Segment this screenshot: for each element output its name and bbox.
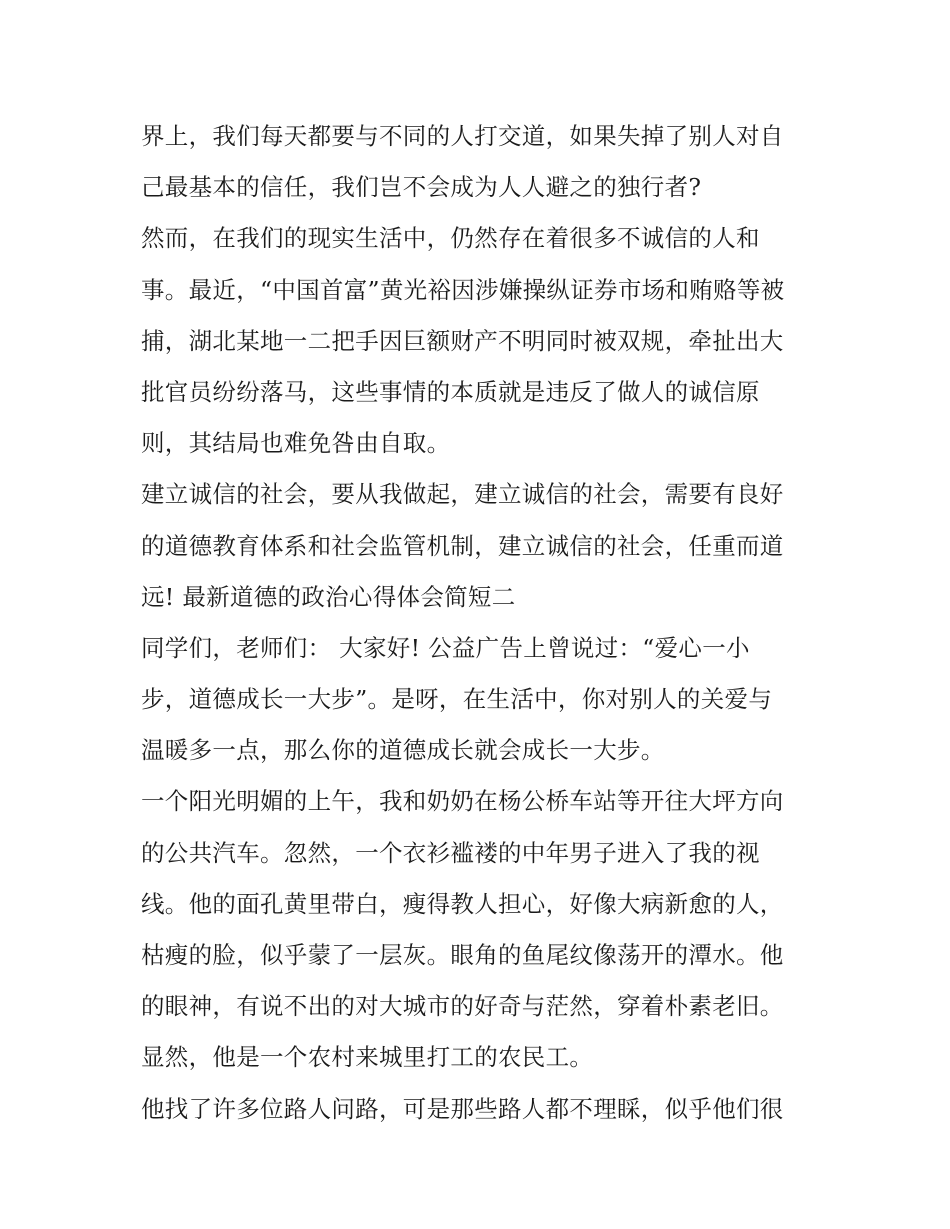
- text-line: 己最基本的信任，我们岂不会成为人人避之的独行者?: [141, 173, 702, 202]
- text-line: 然而，在我们的现实生活中，仍然存在着很多不诚信的人和: [141, 224, 760, 253]
- text-line: 他找了许多位路人问路，可是那些路人都不理睬，似乎他们很: [141, 1094, 784, 1123]
- text-line: 界上，我们每天都要与不同的人打交道，如果失掉了别人对自: [141, 122, 784, 150]
- text-line: 远! 最新道德的政治心得体会简短二: [141, 582, 516, 611]
- text-line: 线。他的面孔黄里带白，瘦得教人担心，好像大病新愈的人，: [141, 889, 784, 918]
- text-line: 的眼神，有说不出的对大城市的好奇与茫然，穿着朴素老旧。: [141, 992, 784, 1021]
- text-line: 捕，湖北某地一二把手因巨额财产不明同时被双规，牵扯出大: [141, 326, 784, 355]
- text-line: 同学们，老师们： 大家好! 公益广告上曾说过：“爱心一小: [141, 633, 750, 662]
- text-line: 批官员纷纷落马，这些事情的本质就是违反了做人的诚信原: [141, 377, 760, 406]
- text-line: 枯瘦的脸，似乎蒙了一层灰。眼角的鱼尾纹像荡开的潭水。他: [141, 941, 784, 969]
- text-line: 的道德教育体系和社会监管机制，建立诚信的社会，任重而道: [141, 531, 784, 560]
- body-text: [141, 111, 831, 1135]
- text-line: 步，道德成长一大步”。是呀，在生活中，你对别人的关爱与: [141, 685, 773, 714]
- text-line: 温暖多一点，那么你的道德成长就会成长一大步。: [141, 736, 665, 765]
- text-line: 的公共汽车。忽然，一个衣衫褴褛的中年男子进入了我的视: [141, 838, 760, 867]
- text-line: 建立诚信的社会，要从我做起，建立诚信的社会，需要有良好: [141, 480, 784, 509]
- text-line: 显然，他是一个农村来城里打工的农民工。: [141, 1043, 594, 1072]
- text-line: 事。最近，“中国首富”黄光裕因涉嫌操纵证券市场和贿赂等被: [141, 275, 785, 304]
- text-line: 一个阳光明媚的上午，我和奶奶在杨公桥车站等开往大坪方向: [141, 787, 784, 816]
- text-line: 则，其结局也难免咎由自取。: [141, 429, 451, 458]
